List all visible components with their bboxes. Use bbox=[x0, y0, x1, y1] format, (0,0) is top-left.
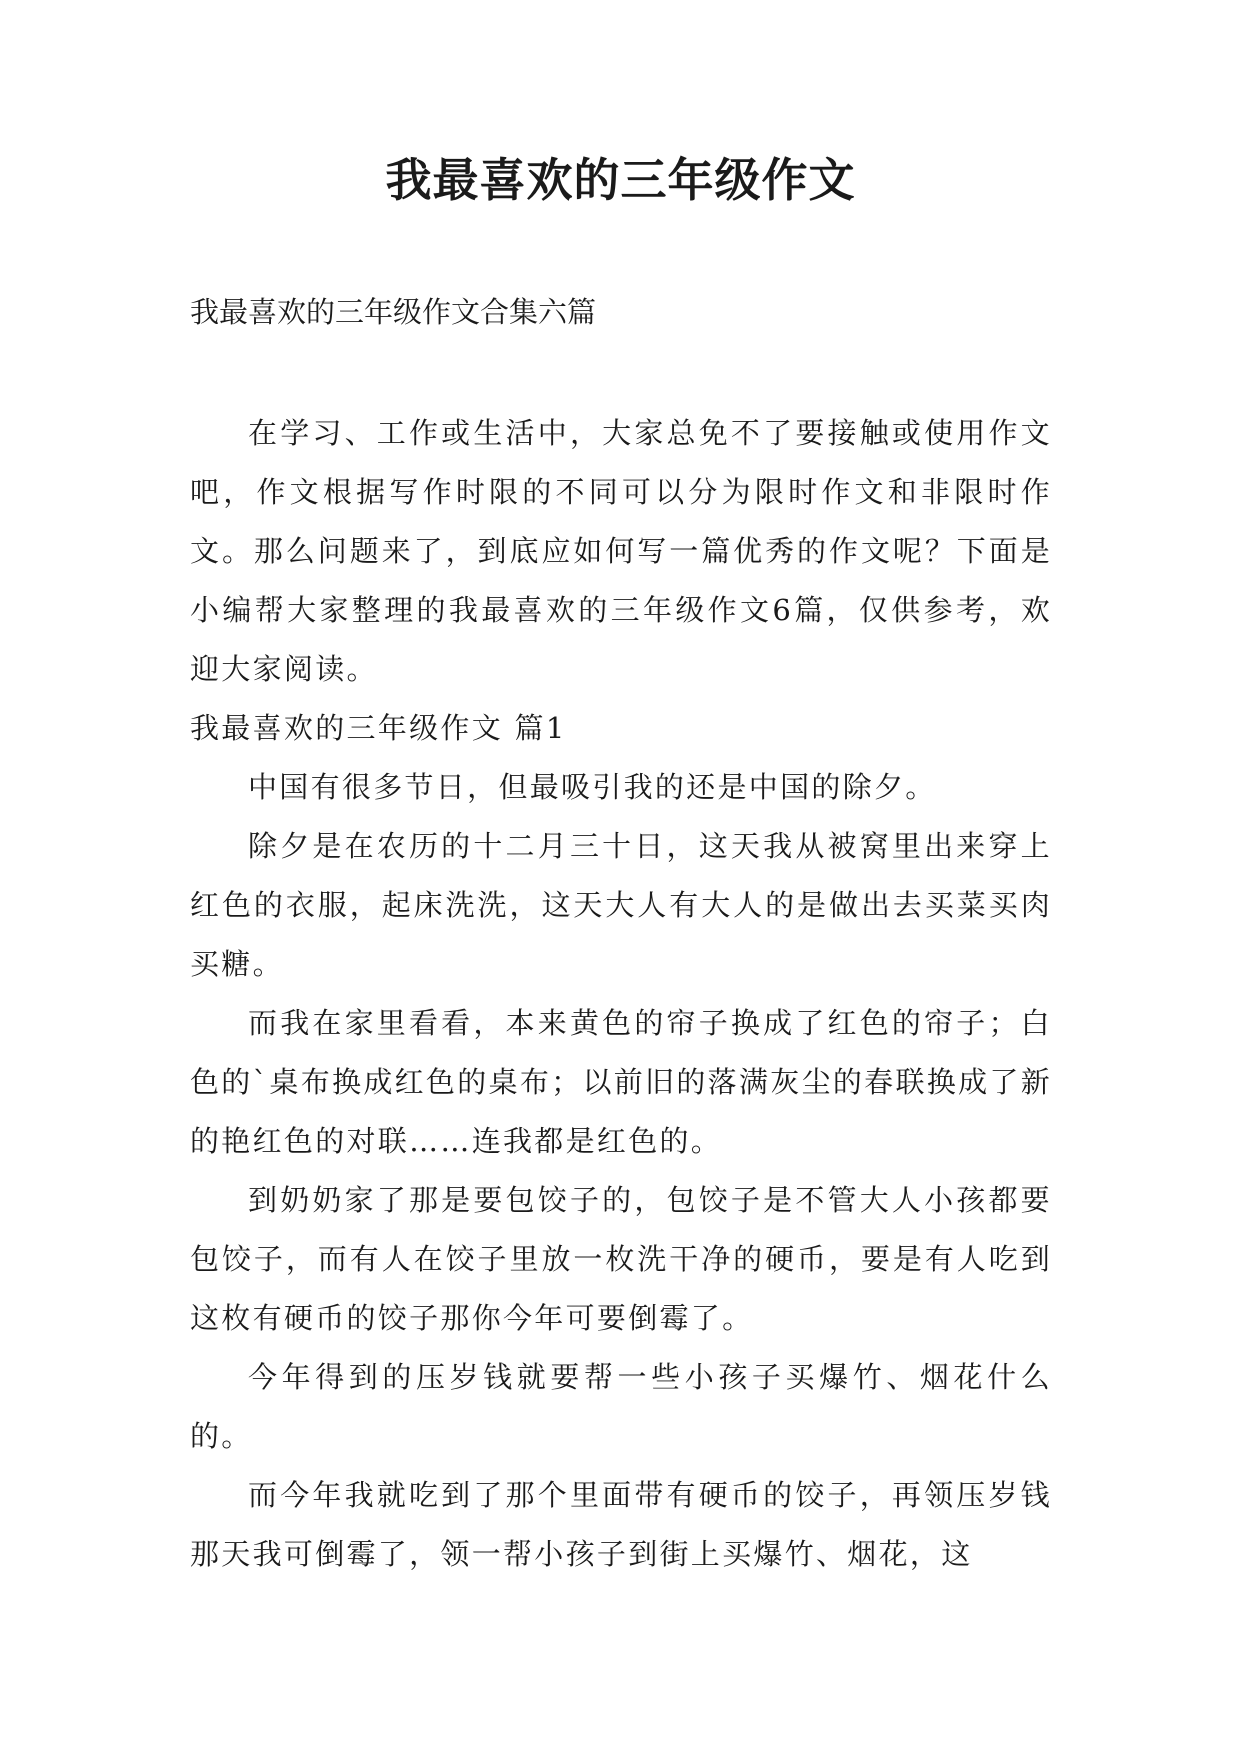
body-paragraph: 而今年我就吃到了那个里面带有硬币的饺子，再领压岁钱那天我可倒霉了，领一帮小孩子到街上买爆竹、烟花，这 bbox=[190, 1478, 1052, 1571]
document-body bbox=[190, 404, 1052, 1584]
body-paragraph: 今年得到的压岁钱就要帮一些小孩子买爆竹、烟花什么的。 bbox=[190, 1360, 1052, 1453]
body-paragraph: 中国有很多节日，但最吸引我的还是中国的除夕。 bbox=[248, 770, 937, 804]
body-paragraph: 而我在家里看看，本来黄色的帘子换成了红色的帘子；白色的`桌布换成红色的桌布；以前旧的落满灰尘的春联换成了新的艳红色的对联……连我都是红色的。 bbox=[190, 1006, 1052, 1158]
body-paragraph: 到奶奶家了那是要包饺子的，包饺子是不管大人小孩都要包饺子，而有人在饺子里放一枚洗干净的硬币，要是有人吃到这枚有硬币的饺子那你今年可要倒霉了。 bbox=[190, 1183, 1052, 1335]
document-subtitle: 我最喜欢的三年级作文合集六篇 bbox=[190, 295, 597, 329]
body-paragraph: 在学习、工作或生活中，大家总免不了要接触或使用作文吧，作文根据写作时限的不同可以分为限时作文和非限时作文。那么问题来了，到底应如何写一篇优秀的作文呢？下面是小编帮大家整理的我最喜欢的三年级作文6篇，仅供参考，欢迎大家阅读。 bbox=[190, 416, 1052, 686]
document-title: 我最喜欢的三年级作文 bbox=[385, 153, 856, 207]
body-paragraph: 除夕是在农历的十二月三十日，这天我从被窝里出来穿上红色的衣服，起床洗洗，这天大人有大人的是做出去买菜买肉买糖。 bbox=[190, 829, 1052, 981]
section-heading: 我最喜欢的三年级作文 篇1 bbox=[190, 711, 567, 745]
